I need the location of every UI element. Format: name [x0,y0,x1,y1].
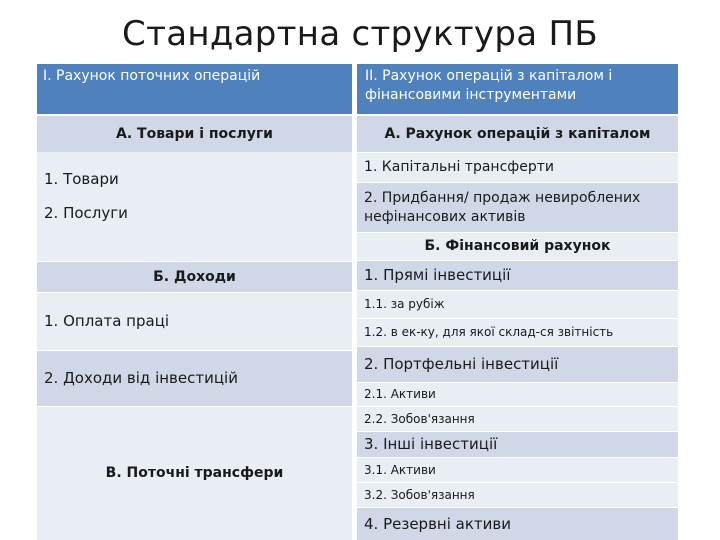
right-nonfinancial-assets-label: 2. Придбання/ продаж невироблених нефінансових активів [364,189,641,225]
right-other-label: 3. Інші інвестиції [364,435,498,453]
left-wages-label: 1. Оплата праці [44,312,170,330]
right-other-assets [357,457,678,482]
right-column [357,64,678,540]
right-other-liab-label: 3.2. Зобов'язання [364,487,475,502]
left-investment-income-label: 2. Доходи від інвестицій [44,369,238,387]
right-direct-in-label: 1.2. в ек-ку, для якої склад-ся звітність [364,325,614,339]
left-services-label: 2. Послуги [44,204,128,222]
left-investment-income [37,350,352,406]
right-reserves-label: 4. Резервні активи [364,514,511,533]
right-other-assets-label: 3.1. Активи [364,462,436,477]
left-section-a [37,114,352,152]
right-other [357,431,678,457]
right-section-b-label: Б. Фінансовий рахунок [424,238,611,254]
right-header: II. Рахунок операцій з капіталом і фінансовими інструментами [357,64,678,114]
right-portfolio [357,346,678,382]
right-direct [357,260,678,290]
right-section-a [357,114,678,152]
left-section-c [37,406,352,540]
right-section-b [357,232,678,260]
left-spacer-1 [37,234,352,261]
left-section-a-label: А. Товари і послуги [116,125,273,142]
right-direct-abroad-label: 1.1. за рубіж [364,297,445,311]
right-portfolio-assets-label: 2.1. Активи [364,387,436,401]
right-other-liab [357,482,678,507]
left-goods [37,152,352,234]
right-nonfinancial-assets [357,182,678,232]
left-column [37,64,352,540]
left-section-c-label: В. Поточні трансфери [105,465,284,481]
left-wages [37,292,352,350]
left-section-b [37,261,352,292]
right-portfolio-label: 2. Портфельні інвестиції [364,355,559,373]
right-capital-transfers-label: 1. Капітальні трансферти [364,159,554,175]
page-title: Стандартна структура ПБ [122,14,598,54]
right-capital-transfers [357,152,678,182]
right-portfolio-assets [357,382,678,406]
right-section-a-label: А. Рахунок операцій з капіталом [384,125,651,142]
right-reserves [357,507,678,540]
right-direct-in [357,318,678,346]
right-portfolio-liab-label: 2.2. Зобов'язання [364,411,475,426]
left-goods-label: 1. Товари [44,170,119,188]
left-header: I. Рахунок поточних операцій [37,64,352,114]
right-portfolio-liab [357,406,678,431]
left-section-b-label: Б. Доходи [153,268,236,285]
right-direct-label: 1. Прямі інвестиції [364,266,511,284]
right-direct-abroad [357,290,678,318]
